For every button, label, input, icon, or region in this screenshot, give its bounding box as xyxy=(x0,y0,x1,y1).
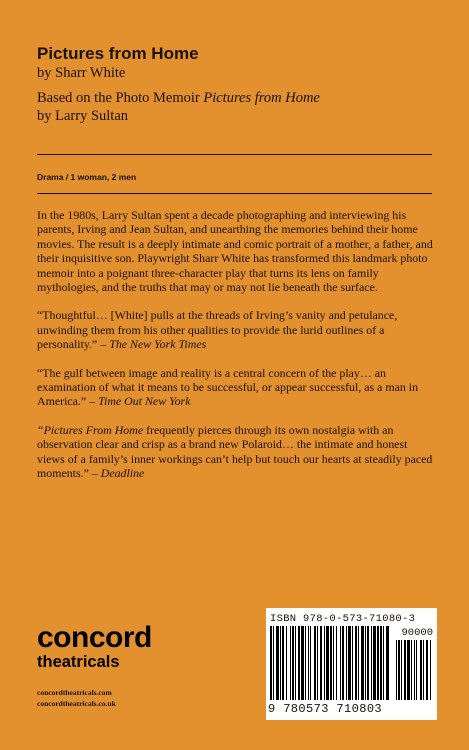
based-on-title: Pictures from Home xyxy=(203,90,320,106)
based-on-author: by Larry Sultan xyxy=(37,108,129,124)
quote-text: frequently pierces through its own nostalgia with an observation clear and crisp as a brand new Polaroid… the intimate and honest views of a family’s inner workings can’t help but touch our hearts at steadily paced moments.” – xyxy=(37,422,433,481)
addon-bar xyxy=(423,640,424,700)
barcode-bar xyxy=(310,626,311,700)
barcode-bar xyxy=(273,626,274,700)
genre-label: Drama / 1 woman, 2 men xyxy=(37,172,137,182)
barcode-bar xyxy=(340,626,341,700)
review-quote-1 xyxy=(37,308,436,351)
barcode-bar xyxy=(358,626,359,700)
addon-code: 90000 xyxy=(401,627,433,639)
quote-text: “The gulf between image and reality is a central concern of the play… an examination of what it means to be successful, or appear successful, as a man in America.” – xyxy=(37,365,419,409)
barcode-bar xyxy=(367,626,369,700)
barcode-bar xyxy=(346,626,347,700)
barcode-bar xyxy=(336,626,337,700)
review-quote-2 xyxy=(37,366,436,409)
barcode-bar xyxy=(295,626,296,700)
isbn-text: ISBN 978-0-573-71080-3 xyxy=(270,613,416,625)
website-uk: concordtheatricals.co.uk xyxy=(37,698,116,708)
synopsis: In the 1980s, Larry Sultan spent a decade photographing and interviewing his parents, Irving and Jean Sultan, and unearthing the memories behind their home movies. The result is a deeply intimate and comic portrait of a mother, a father, and their inquisitive son. Playwright Sharr White has transformed this landmark photo memoir into a poignant three-character play that turns its lens on family mythologies, and the truths that may or may not lie beneath the surface. xyxy=(37,208,433,295)
addon-bar xyxy=(398,640,400,700)
barcode-bar xyxy=(308,626,309,700)
addon-bar xyxy=(407,640,410,700)
barcode-bar xyxy=(276,626,279,700)
barcode-bar xyxy=(386,626,389,700)
title-block xyxy=(37,44,437,125)
quote-source: Time Out New York xyxy=(98,394,191,409)
isbn-barcode xyxy=(266,608,437,720)
barcode-bar xyxy=(383,626,384,700)
barcode-bar xyxy=(324,626,325,700)
publisher-logo xyxy=(37,623,152,671)
barcode-bar xyxy=(292,626,294,700)
addon-bar xyxy=(426,640,428,700)
quote-source: The New York Times xyxy=(109,337,207,352)
barcode-bar xyxy=(333,626,334,700)
quote-lead-title: “Pictures From Home xyxy=(37,422,144,437)
barcode-bar xyxy=(361,626,364,700)
based-on-line xyxy=(37,89,437,125)
barcode-bar xyxy=(317,626,318,700)
barcode-bar xyxy=(301,626,304,700)
barcode-bar xyxy=(305,626,306,700)
publisher-name: concord xyxy=(37,621,152,654)
barcode-bar xyxy=(371,626,372,700)
barcode-bar xyxy=(352,626,353,700)
book-title: Pictures from Home xyxy=(37,44,199,63)
playwright-byline: by Sharr White xyxy=(37,65,126,81)
addon-bar xyxy=(396,640,397,700)
based-on-prefix: Based on the Photo Memoir xyxy=(37,90,204,106)
addon-bar xyxy=(404,640,406,700)
quote-text: “Thoughtful… [White] pulls at the threads of Irving’s vanity and petulance, unwinding them from his other qualities to provide the lurid outlines of a personality.” – xyxy=(37,308,398,352)
quote-source: Deadline xyxy=(100,466,145,481)
barcode-bar xyxy=(290,626,291,700)
barcode-bar xyxy=(377,626,379,700)
barcode-bar xyxy=(282,626,284,700)
barcode-bar xyxy=(348,626,351,700)
barcode-bar xyxy=(373,626,376,700)
barcode-bar xyxy=(342,626,344,700)
barcode-bar xyxy=(314,626,316,700)
ean-digits: 9 780573 710803 xyxy=(268,702,383,716)
addon-bar xyxy=(420,640,422,700)
publisher-subname: theatricals xyxy=(37,653,120,671)
barcode-bar xyxy=(280,626,281,700)
barcode-bar xyxy=(365,626,366,700)
top-divider xyxy=(37,154,432,155)
bottom-divider xyxy=(37,193,432,194)
addon-bar xyxy=(401,640,402,700)
publisher-websites xyxy=(37,688,116,709)
addon-bar xyxy=(430,640,431,700)
barcode-bar xyxy=(355,626,357,700)
blurb-text xyxy=(37,208,436,495)
barcode-bar xyxy=(326,626,329,700)
addon-bar xyxy=(416,640,417,700)
addon-bar xyxy=(411,640,412,700)
review-quote-3 xyxy=(37,423,436,481)
barcode-bar xyxy=(286,626,287,700)
website-us: concordtheatricals.com xyxy=(37,688,112,697)
barcode-bar xyxy=(380,626,382,700)
addon-bar xyxy=(414,640,415,700)
barcode-bar xyxy=(320,626,322,700)
barcode-bar xyxy=(270,626,272,700)
barcode-bar xyxy=(330,626,332,700)
barcode-bar xyxy=(298,626,300,700)
